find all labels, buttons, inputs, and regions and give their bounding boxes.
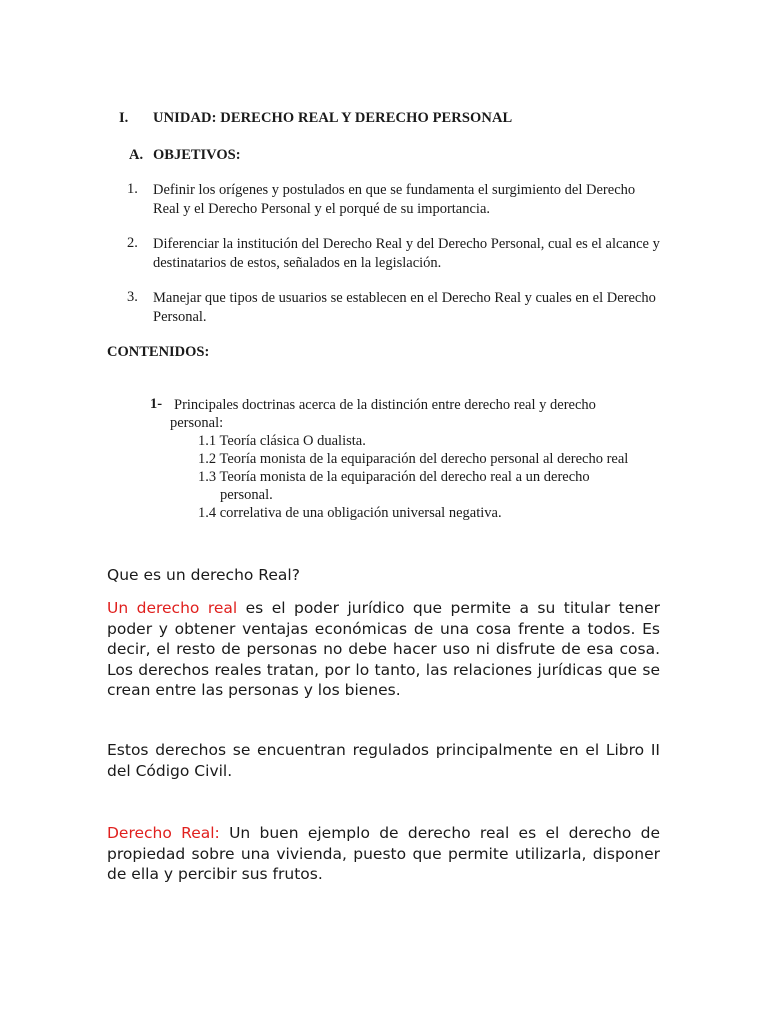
objective-text-3: Manejar que tipos de usuarios se establecen en el Derecho Real y cuales en el Derecho Personal.: [153, 290, 656, 325]
section-question: Que es un derecho Real?: [107, 566, 300, 584]
objectives-title: OBJETIVOS:: [153, 147, 241, 163]
paragraph-1-text: es el poder jurídico que permite a su titular tener poder y obtener ventajas económicas de una cosa frente a todos. Es decir, el resto de personas no debe hacer uso ni disfrute de esa cosa. Los derechos reales tratan, por lo tanto, las relaciones jurídicas que se crean entre las personas y los bienes.: [107, 599, 660, 699]
paragraph-2: [107, 740, 660, 781]
contents-subitem-3: 1.3 Teoría monista de la equiparación del derecho real a un derecho: [198, 469, 590, 485]
objective-number-2: 2.: [127, 235, 138, 251]
unit-number: I.: [119, 110, 129, 126]
contents-subitem-4: 1.4 correlativa de una obligación universal negativa.: [198, 505, 502, 521]
contents-subitem-1: 1.1 Teoría clásica O dualista.: [198, 433, 366, 449]
contents-item-line1: Principales doctrinas acerca de la distinción entre derecho real y derecho: [174, 397, 596, 413]
contents-item: [170, 396, 644, 432]
contents-item-line2: personal:: [170, 415, 224, 431]
objective-number-3: 3.: [127, 289, 138, 305]
contents-title: CONTENIDOS:: [107, 344, 210, 360]
paragraph-1: [107, 598, 660, 701]
objective-number-1: 1.: [127, 181, 138, 197]
unit-title: UNIDAD: DERECHO REAL Y DERECHO PERSONAL: [153, 110, 513, 126]
objective-text-1: Definir los orígenes y postulados en que se fundamenta el surgimiento del Derecho Real y el Derecho Personal y el porqué de su importancia.: [153, 182, 636, 217]
paragraph-3-text: Un buen ejemplo de derecho real es el derecho de propiedad sobre una vivienda, puesto que permite utilizarla, disponer de ella y percibir sus frutos.: [107, 824, 660, 883]
contents-item-number: 1-: [150, 396, 163, 412]
paragraph-1-highlight: Un derecho real: [107, 599, 238, 617]
paragraph-3: [107, 823, 660, 885]
paragraph-3-highlight: Derecho Real:: [107, 824, 220, 842]
contents-subitem-2: 1.2 Teoría monista de la equiparación del derecho personal al derecho real: [198, 451, 629, 467]
paragraph-2-text: Estos derechos se encuentran regulados principalmente en el Libro II del Código Civil.: [107, 741, 660, 780]
contents-subitem-3-cont: personal.: [220, 487, 273, 503]
objective-text-2: Diferenciar la institución del Derecho Real y del Derecho Personal, cual es el alcance y destinatarios de estos, señalados en la legislación.: [153, 236, 660, 271]
objectives-letter: A.: [129, 147, 144, 163]
